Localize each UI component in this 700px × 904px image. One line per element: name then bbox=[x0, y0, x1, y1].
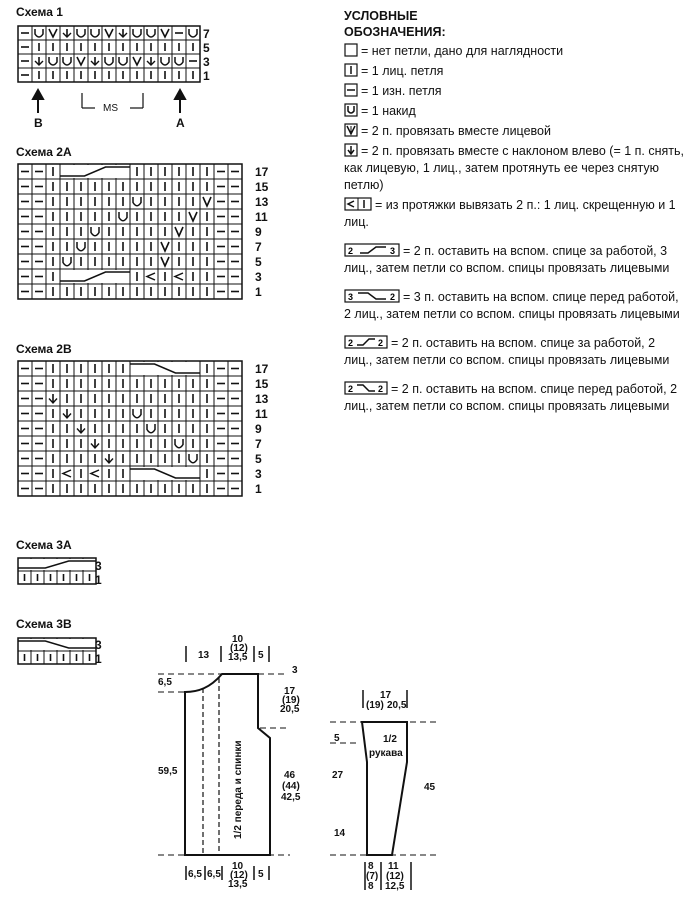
chart-grid-s3a bbox=[18, 558, 96, 584]
k2tog-icon bbox=[344, 123, 358, 137]
legend-text: = 1 изн. петля bbox=[361, 84, 442, 98]
marker-a-label: А bbox=[176, 116, 185, 130]
chart-title-s2a: Схема 2А bbox=[16, 145, 72, 159]
row-numbers-s2b bbox=[255, 362, 269, 496]
k2tog-icon bbox=[189, 212, 197, 221]
ms-label: MS bbox=[103, 103, 118, 114]
legend-item-ssk bbox=[344, 143, 684, 194]
row-numbers-s2a bbox=[255, 165, 269, 299]
row-number: 5 bbox=[255, 452, 262, 466]
yarn-over-icon bbox=[63, 257, 71, 266]
chart-grid-s2a bbox=[18, 164, 242, 299]
chart-grid-s2b bbox=[18, 361, 242, 496]
arrow-a-head-icon bbox=[175, 90, 185, 99]
row-number: 1 bbox=[255, 285, 262, 299]
legend-item-k2tog bbox=[344, 123, 684, 140]
legend-item-cable-3-2-front bbox=[344, 289, 684, 323]
row-number: 3 bbox=[95, 638, 102, 652]
yarn-over-icon bbox=[189, 454, 197, 463]
cable-2-2-front-icon bbox=[344, 381, 388, 395]
legend-text: = 2 п. оставить на вспом. спице за работой, 3 лиц., затем петли со вспом. спицы провязать лицевыми bbox=[344, 244, 670, 275]
k2tog-icon bbox=[203, 197, 211, 206]
row-number: 7 bbox=[255, 437, 262, 451]
dim-text: (19) bbox=[366, 700, 384, 711]
chart-grid-s1 bbox=[18, 26, 200, 82]
make-two-icon bbox=[344, 197, 372, 211]
chart-title-s1: Схема 1 bbox=[16, 5, 63, 19]
yarn-over-icon bbox=[91, 227, 99, 236]
make-two-icon bbox=[91, 470, 99, 477]
legend-item-purl bbox=[344, 83, 684, 100]
dim-text: (19) bbox=[282, 695, 300, 706]
k2tog-icon bbox=[161, 29, 169, 37]
row-number: 11 bbox=[255, 407, 268, 421]
dim-text: 20,5 bbox=[280, 704, 300, 715]
legend-item-cable-2-3-back bbox=[344, 243, 684, 277]
yarn-over-icon bbox=[119, 57, 127, 65]
row-number: 15 bbox=[255, 180, 269, 194]
cable-2-3-back-icon bbox=[344, 243, 400, 257]
legend-item-cable-2-2-front bbox=[344, 381, 684, 415]
row-number: 7 bbox=[203, 27, 210, 41]
dim-text: 3 bbox=[292, 665, 298, 676]
yarn-over-icon bbox=[35, 29, 43, 37]
dim-text: 5 bbox=[258, 650, 264, 661]
make-two-icon bbox=[175, 273, 183, 280]
svg-text:2: 2 bbox=[348, 384, 354, 394]
yarn-over-icon bbox=[77, 29, 85, 37]
k2tog-icon bbox=[161, 257, 169, 266]
legend-item-make-two bbox=[344, 197, 684, 231]
row-number: 11 bbox=[255, 210, 268, 224]
legend-text: = 2 п. провязать вместе с наклоном влево (= 1 п. снять, как лицевую, 1 лиц., затем протянуть ее через снятую петлю) bbox=[344, 144, 685, 192]
yarn-over-icon bbox=[105, 57, 113, 65]
legend-item-yarn-over bbox=[344, 103, 684, 120]
legend-text: = из протяжки вывязать 2 п.: 1 лиц. скрещенную и 1 лиц. bbox=[344, 198, 676, 229]
arrow-b-head-icon bbox=[33, 90, 43, 99]
row-number: 9 bbox=[255, 225, 262, 239]
svg-text:2: 2 bbox=[390, 292, 396, 302]
purl-stitch-icon bbox=[344, 83, 358, 97]
dim-text: (12) bbox=[230, 870, 248, 881]
ssk-icon bbox=[344, 143, 358, 157]
k2tog-icon bbox=[105, 29, 113, 37]
svg-text:2: 2 bbox=[348, 338, 354, 348]
svg-text:2: 2 bbox=[348, 246, 354, 256]
sleeve-label: 1/2 bbox=[383, 734, 397, 745]
body-label: 1/2 переда и спинки bbox=[233, 740, 244, 839]
body-pattern bbox=[158, 634, 301, 890]
dim-text: 17 bbox=[380, 690, 392, 701]
yarn-over-icon bbox=[91, 29, 99, 37]
row-number: 13 bbox=[255, 392, 269, 406]
row-number: 1 bbox=[95, 652, 102, 666]
dim-text: 10 bbox=[232, 634, 244, 645]
dim-text: 45 bbox=[424, 782, 436, 793]
dim-text: 13,5 bbox=[228, 879, 248, 890]
yarn-over-icon bbox=[77, 242, 85, 251]
yarn-over-icon bbox=[161, 57, 169, 65]
row-number: 3 bbox=[255, 270, 262, 284]
k2tog-icon bbox=[49, 29, 57, 37]
row-number: 1 bbox=[203, 69, 210, 83]
dim-text: 42,5 bbox=[281, 792, 301, 803]
sleeve-label: рукава bbox=[369, 748, 403, 759]
legend-text: = 3 п. оставить на вспом. спице перед работой, 2 лиц., затем петли со вспом. спицы провязать лицевыми bbox=[344, 290, 680, 321]
dim-text: 11 bbox=[388, 861, 399, 872]
dim-text: 17 bbox=[284, 686, 296, 697]
row-number: 17 bbox=[255, 362, 269, 376]
body-outline bbox=[185, 674, 270, 855]
yarn-over-icon bbox=[344, 103, 358, 117]
knit-stitch-icon bbox=[344, 63, 358, 77]
legend bbox=[344, 8, 684, 415]
yarn-over-icon bbox=[147, 424, 155, 433]
svg-text:2: 2 bbox=[378, 384, 384, 394]
dim-text: (7) bbox=[366, 871, 379, 882]
dim-text: 12,5 bbox=[385, 881, 405, 892]
legend-text: = 1 лиц. петля bbox=[361, 64, 444, 78]
svg-text:3: 3 bbox=[348, 292, 354, 302]
row-number: 3 bbox=[95, 559, 102, 573]
chart-title-s3b: Схема 3В bbox=[16, 617, 72, 631]
k2tog-icon bbox=[133, 57, 141, 65]
yarn-over-icon bbox=[133, 197, 141, 206]
cable-2-2-back-icon bbox=[344, 335, 388, 349]
dim-text: 27 bbox=[332, 770, 344, 781]
yarn-over-icon bbox=[133, 409, 141, 418]
row-numbers-s3a bbox=[95, 559, 102, 587]
row-numbers-s1 bbox=[203, 27, 210, 83]
legend-text: = 2 п. оставить на вспом. спице перед работой, 2 лиц., затем петли со вспом. спицы провязать лицевыми bbox=[344, 382, 678, 413]
yarn-over-icon bbox=[175, 439, 183, 448]
legend-item-cable-2-2-back bbox=[344, 335, 684, 369]
yarn-over-icon bbox=[175, 57, 183, 65]
empty-cell-icon bbox=[344, 43, 358, 57]
sleeve-pattern bbox=[330, 690, 440, 892]
chart-grid-s3b bbox=[18, 638, 96, 664]
make-two-icon bbox=[63, 470, 71, 477]
row-numbers-s3b bbox=[95, 638, 102, 666]
legend-item-knit bbox=[344, 63, 684, 80]
k2tog-icon bbox=[77, 57, 85, 65]
dim-text: 6,5 bbox=[158, 677, 172, 688]
row-number: 9 bbox=[255, 422, 262, 436]
row-number: 15 bbox=[255, 377, 269, 391]
dim-text: 6,5 bbox=[188, 869, 202, 880]
row-number: 1 bbox=[255, 482, 262, 496]
cable-3-2-front-icon bbox=[344, 289, 400, 303]
legend-text: = 2 п. провязать вместе лицевой bbox=[361, 124, 551, 138]
yarn-over-icon bbox=[133, 29, 141, 37]
chart-title-s3a: Схема 3А bbox=[16, 538, 72, 552]
yarn-over-icon bbox=[63, 57, 71, 65]
dim-text: (44) bbox=[282, 781, 300, 792]
dim-text: 59,5 bbox=[158, 766, 178, 777]
dim-text: 13 bbox=[198, 650, 210, 661]
legend-subtitle: ОБОЗНАЧЕНИЯ: bbox=[344, 25, 446, 39]
row-number: 7 bbox=[255, 240, 262, 254]
dim-text: 5 bbox=[334, 733, 340, 744]
svg-text:3: 3 bbox=[390, 246, 396, 256]
k2tog-icon bbox=[161, 242, 169, 251]
dim-text: 8 bbox=[368, 881, 374, 892]
make-two-icon bbox=[147, 273, 155, 280]
dim-text: 6,5 bbox=[207, 869, 221, 880]
legend-text: = 1 накид bbox=[361, 104, 416, 118]
row-number: 13 bbox=[255, 195, 269, 209]
yarn-over-icon bbox=[189, 29, 197, 37]
legend-item-empty bbox=[344, 43, 684, 60]
dim-text: 46 bbox=[284, 770, 296, 781]
row-number: 17 bbox=[255, 165, 269, 179]
dim-text: 5 bbox=[258, 869, 264, 880]
yarn-over-icon bbox=[49, 57, 57, 65]
row-number: 3 bbox=[255, 467, 262, 481]
dim-text: 13,5 bbox=[228, 652, 248, 663]
chart-title-s2b: Схема 2В bbox=[16, 342, 72, 356]
marker-b-label: В bbox=[34, 116, 43, 130]
row-number: 1 bbox=[95, 573, 102, 587]
yarn-over-icon bbox=[147, 29, 155, 37]
dim-text: (12) bbox=[230, 643, 248, 654]
row-number: 3 bbox=[203, 55, 210, 69]
row-number: 5 bbox=[203, 41, 210, 55]
k2tog-icon bbox=[175, 227, 183, 236]
legend-text: = нет петли, дано для наглядности bbox=[361, 44, 564, 58]
dim-text: 14 bbox=[334, 828, 346, 839]
legend-title: УСЛОВНЫЕ bbox=[344, 9, 418, 23]
dim-text: 20,5 bbox=[387, 700, 407, 711]
dim-text: 10 bbox=[232, 861, 244, 872]
row-number: 5 bbox=[255, 255, 262, 269]
yarn-over-icon bbox=[119, 212, 127, 221]
dim-text: (12) bbox=[386, 871, 404, 882]
dim-text: 8 bbox=[368, 861, 374, 872]
svg-text:2: 2 bbox=[378, 338, 384, 348]
legend-text: = 2 п. оставить на вспом. спице за работой, 2 лиц., затем петли со вспом. спицы провязать лицевыми bbox=[344, 336, 670, 367]
